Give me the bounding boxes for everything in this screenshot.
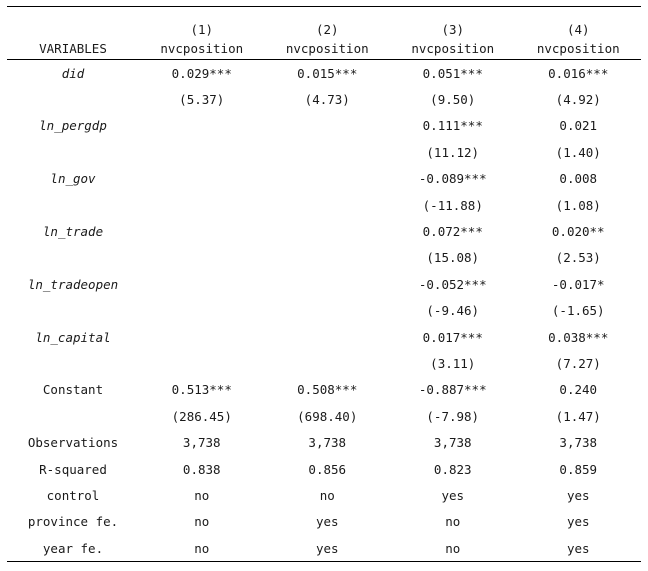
coefficient-cell: 0.020** (551, 224, 605, 240)
coefficient-cell (139, 271, 265, 297)
dependent-variable: nvcposition (265, 37, 391, 60)
stats-row (7, 535, 641, 562)
header-blank (7, 7, 139, 38)
coefficient-cell: 0.513*** (171, 382, 232, 398)
t-stat-cell (265, 139, 391, 165)
coefficient-cell: 0.021 (559, 118, 598, 134)
t-stat-cell: (1.40) (555, 144, 601, 160)
t-stat-cell: (9.50) (430, 92, 476, 108)
blank-cell (7, 192, 139, 218)
stats-row (7, 482, 641, 508)
coefficient-row (7, 113, 641, 139)
t-stat-cell: (4.73) (304, 92, 350, 108)
column-number: (3) (390, 7, 516, 38)
blank-cell (7, 245, 139, 271)
t-stat-row (7, 86, 641, 112)
stats-cell: 3,738 (433, 435, 472, 451)
stats-label: R-squared (39, 461, 107, 477)
t-stat-cell: (1.08) (555, 197, 601, 213)
t-stat-cell: (5.37) (179, 92, 225, 108)
blank-cell (7, 139, 139, 165)
stats-cell: 3,738 (182, 435, 221, 451)
t-stat-cell: (3.11) (430, 355, 476, 371)
coefficient-row (7, 377, 641, 403)
coefficient-cell: 0.240 (559, 382, 598, 398)
t-stat-cell: (698.40) (297, 408, 358, 424)
coefficient-cell: -0.089*** (418, 171, 487, 187)
coefficient-cell: 0.008 (559, 171, 598, 187)
t-stat-cell (265, 192, 391, 218)
coefficient-cell (265, 166, 391, 192)
coefficient-row (7, 324, 641, 350)
variables-label: VARIABLES (7, 37, 139, 60)
stats-cell: no (194, 487, 210, 503)
variable-name: Constant (42, 382, 104, 398)
stats-cell: yes (516, 535, 642, 562)
table-body (7, 7, 641, 562)
stats-cell: 3,738 (308, 435, 347, 451)
stats-cell: yes (265, 535, 391, 562)
stats-cell: no (194, 514, 210, 530)
blank-cell (7, 86, 139, 112)
t-stat-row (7, 298, 641, 324)
t-stat-cell: (2.53) (555, 250, 601, 266)
coefficient-cell: 0.072*** (422, 224, 483, 240)
coefficient-cell: 0.038*** (548, 329, 609, 345)
stats-label: year fe. (7, 535, 139, 562)
stats-cell: 0.823 (433, 461, 472, 477)
stats-label: Observations (27, 435, 119, 451)
t-stat-cell: (-1.65) (551, 303, 605, 319)
t-stat-cell: (1.47) (555, 408, 601, 424)
t-stat-cell (265, 298, 391, 324)
coefficient-cell: 0.029*** (171, 65, 232, 81)
stats-cell: yes (441, 487, 465, 503)
coefficient-cell: 0.015*** (297, 65, 358, 81)
t-stat-cell: (7.27) (555, 355, 601, 371)
stats-cell: no (445, 514, 461, 530)
stats-cell: no (319, 487, 335, 503)
t-stat-row (7, 403, 641, 429)
stats-cell: no (139, 535, 265, 562)
coefficient-cell (139, 166, 265, 192)
dependent-variable: nvcposition (516, 37, 642, 60)
blank-cell (7, 298, 139, 324)
coefficient-cell (265, 218, 391, 244)
coefficient-cell (265, 113, 391, 139)
column-number: (2) (265, 7, 391, 38)
regression-table (7, 6, 641, 562)
coefficient-row (7, 166, 641, 192)
coefficient-cell (139, 218, 265, 244)
t-stat-cell (139, 139, 265, 165)
t-stat-cell (265, 350, 391, 376)
t-stat-row (7, 350, 641, 376)
variable-name: did (61, 65, 85, 81)
variable-name: ln_capital (35, 329, 111, 345)
t-stat-cell (139, 245, 265, 271)
blank-cell (7, 403, 139, 429)
blank-cell (7, 350, 139, 376)
coefficient-cell: 0.051*** (422, 65, 483, 81)
coefficient-cell: -0.017* (551, 276, 605, 292)
variable-name: ln_tradeopen (27, 276, 119, 292)
t-stat-cell (139, 350, 265, 376)
t-stat-row (7, 139, 641, 165)
column-number: (4) (516, 7, 642, 38)
t-stat-cell (139, 298, 265, 324)
variable-name: ln_trade (42, 224, 104, 240)
stats-cell: 3,738 (559, 435, 598, 451)
stats-row (7, 456, 641, 482)
coefficient-cell: 0.017*** (422, 329, 483, 345)
coefficient-cell (265, 271, 391, 297)
t-stat-cell: (-11.88) (422, 197, 483, 213)
t-stat-cell: (286.45) (171, 408, 232, 424)
t-stat-cell: (4.92) (555, 92, 601, 108)
t-stat-cell: (-7.98) (426, 408, 480, 424)
coefficient-row (7, 271, 641, 297)
header-row-depvars (7, 37, 641, 60)
stats-cell: 0.859 (559, 461, 598, 477)
stats-cell: 0.856 (308, 461, 347, 477)
t-stat-cell (265, 245, 391, 271)
stats-cell: 0.838 (182, 461, 221, 477)
stats-row (7, 429, 641, 455)
stats-label: control (46, 487, 100, 503)
coefficient-cell: -0.887*** (418, 382, 487, 398)
variable-name: ln_pergdp (39, 118, 107, 134)
coefficient-cell: 0.016*** (548, 65, 609, 81)
stats-cell: no (390, 535, 516, 562)
dependent-variable: nvcposition (139, 37, 265, 60)
stats-cell: yes (315, 514, 339, 530)
stats-label: province fe. (27, 514, 119, 530)
t-stat-cell: (11.12) (426, 144, 480, 160)
column-number: (1) (139, 7, 265, 38)
coefficient-cell: 0.508*** (297, 382, 358, 398)
coefficient-cell (265, 324, 391, 350)
coefficient-cell: -0.052*** (418, 276, 487, 292)
stats-cell: yes (566, 487, 590, 503)
dependent-variable: nvcposition (390, 37, 516, 60)
t-stat-cell: (-9.46) (426, 303, 480, 319)
variable-name: ln_gov (50, 171, 96, 187)
coefficient-cell (139, 324, 265, 350)
t-stat-row (7, 192, 641, 218)
t-stat-row (7, 245, 641, 271)
t-stat-cell (139, 192, 265, 218)
coefficient-cell (139, 113, 265, 139)
coefficient-cell: 0.111*** (422, 118, 483, 134)
stats-cell: yes (566, 514, 590, 530)
coefficient-row (7, 60, 641, 87)
t-stat-cell: (15.08) (426, 250, 480, 266)
stats-row (7, 509, 641, 535)
header-row-numbers (7, 7, 641, 38)
coefficient-row (7, 218, 641, 244)
